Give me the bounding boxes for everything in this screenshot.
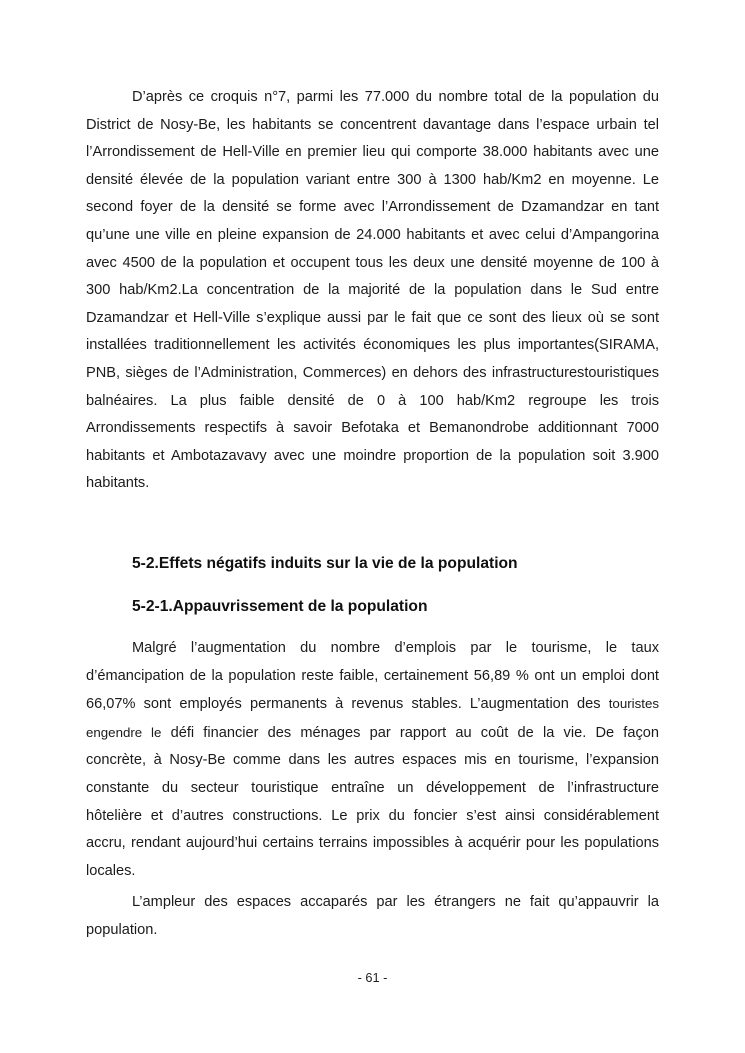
paragraph-emploi-part2: défi financier des ménages par rapport au coût de la vie. De façon concrète, à Nosy-Be comme dans les autres espaces mis en tourisme, l’expansion constante du secteur touristique entraîne un développement de l’infrastructure hôtelière et d’autres constructions. Le prix du foncier s’est ainsi considérablement accru, rendant aujourd’hui certains terrains impossibles à acquérir pour les populations locales. (86, 724, 659, 879)
paragraph-emploi (86, 635, 659, 885)
page-number: - 61 - (357, 970, 388, 985)
section-heading-5-2-1: 5-2-1.Appauvrissement de la population (132, 597, 428, 615)
section-heading-5-2: 5-2.Effets négatifs induits sur la vie de la population (132, 554, 518, 572)
paragraph-emploi-part1: Malgré l’augmentation du nombre d’emplois par le tourisme, le taux d’émancipation de la population reste faible, certainement 56,89 % ont un emploi dont 66,07% sont employés permanents à revenus stables. L’augmentation des (86, 640, 659, 713)
page-content (86, 84, 659, 945)
paragraph-ampleur: L’ampleur des espaces accaparés par les étrangers ne fait qu’appauvrir la population. (86, 894, 659, 939)
paragraph-emploi-alt-font-segment: touristes engendre le (86, 696, 659, 740)
paragraph-population-density: D’après ce croquis n°7, parmi les 77.000 du nombre total de la population du District de Nosy-Be, les habitants se concentrent davantage dans l’espace urbain tel l’Arrondissement de Hell-Ville en premier lieu qui comporte 38.000 habitants avec une densité élevée de la population variant entre 300 à 1300 hab/Km2 en moyenne. Le second foyer de la densité se forme avec l’Arrondissement de Dzamandzar en tant qu’une une ville en pleine expansion de 24.000 habitants et avec celui d’Ampangorina avec 4500 de la population et occupent tous les deux une densité moyenne de 100 à 300 hab/Km2.La concentration de la majorité de la population dans le Sud entre Dzamandzar et Hell-Ville s’explique aussi par le fait que ce sont des lieux où se sont installées traditionnellement les activités économiques les plus importantes(SIRAMA, PNB, sièges de l’Administration, Commerces) en dehors des infrastructurestouristiques balnéaires. La plus faible densité de 0 à 100 hab/Km2 regroupe les trois Arrondissements respectifs à savoir Befotaka et Bemanondrobe additionnant 7000 habitants et Ambotazavavy avec une moindre proportion de la population soit 3.900 habitants. (86, 89, 659, 492)
